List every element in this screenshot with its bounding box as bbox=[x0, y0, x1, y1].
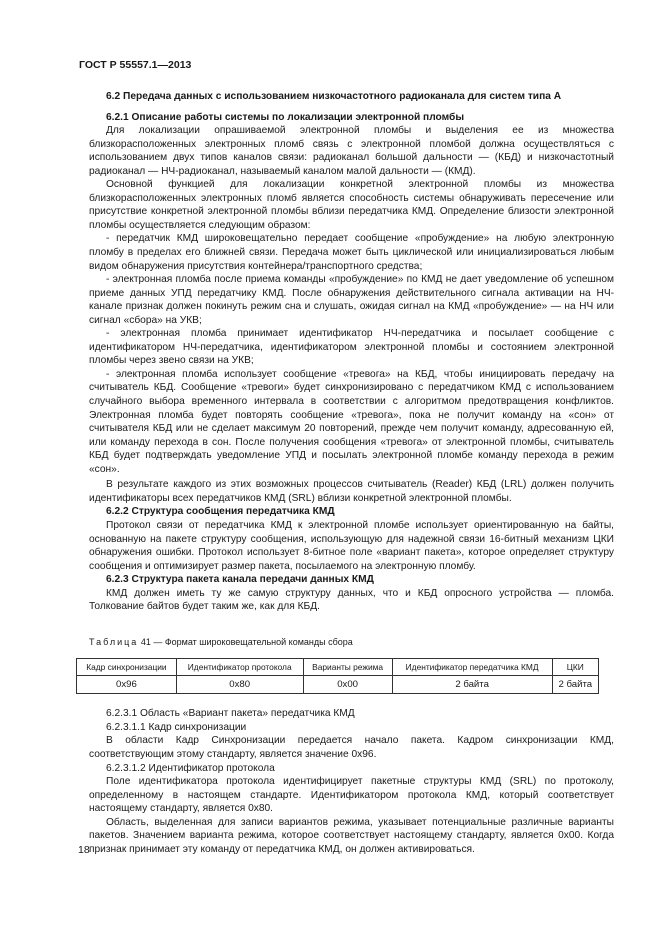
table-header-cell: ЦКИ bbox=[552, 659, 598, 676]
table-header-cell: Идентификатор протокола bbox=[176, 659, 303, 676]
table-row bbox=[77, 676, 599, 694]
list-item: - передатчик КМД широковещательно передает сообщение «пробуждение» на любую электронную пломбу в пределах его ближней связи. Передача может быть циклической или инициализироваться любым видом обнаружения присутствия контейнера/транспортного средства; bbox=[89, 233, 614, 272]
table-header-cell: Идентификатор передатчика КМД bbox=[392, 659, 552, 676]
clause-title: 6.2.3.1 Область «Вариант пакета» передатчика КМД bbox=[106, 708, 355, 720]
list-item: - электронная пломба использует сообщение «тревога» на КБД, чтобы инициировать передачу на считыватель КБД. Сообщение «тревоги» будет синхронизировано с передатчиком КМД с использованием случайного выбора временного интервала в соответствии с алгоритмом предотвращения конфликтов. Электронная пломба будет повторять сообщение «тревога», пока не получит команду на «сон» от считывателя КБД или не сделает максимум 20 повторений, прежде чем получит команду, адресованную ей, или команду перехода в сон. После получения сообщения «тревога» от электронной пломбы, считыватель КБД будет подтверждать уведомление УПД и посылать электронной пломбе команду перехода в режим «сон». bbox=[89, 368, 614, 475]
paragraph: Основной функцией для локализации конкретной электронной пломбы из множества близкорасположенных электронных пломб является способность системы обнаруживать пересечение или присутствие конкретной электронной пломбы вблизи передатчика КМД. Определение близости электронной пломбы осуществляется следующим образом: bbox=[89, 179, 614, 231]
subsection-title: 6.2.3 Структура пакета канала передачи данных КМД bbox=[106, 574, 374, 586]
paragraph: Протокол связи от передатчика КМД к электронной пломбе использует ориентированную на байты, основанную на пакете структуру сообщения, использующую для надежной связи 16-битный механизм ЦКИ обнаружения ошибки. Протокол использует 8-битное поле «вариант пакета», которое определяет структуру сообщения и оптимизирует размер пакета, посылаемого на электронную пломбу. bbox=[89, 519, 614, 572]
table-caption-text: 41 — Формат широковещательной команды сбора bbox=[140, 636, 353, 647]
list-item: - электронная пломба принимает идентификатор НЧ-передатчика и посылает сообщение с идентификатором НЧ-передатчика, идентификатором электронной пломбы и состоянием электронной пломбы через звено связи на УКВ; bbox=[89, 328, 614, 367]
clause-title: 6.2.3.1.2 Идентификатор протокола bbox=[106, 762, 275, 774]
list-item: - электронная пломба после приема команды «пробуждение» по КМД не дает уведомление об успешном приеме данных УПД передатчику КМД. После обнаружения действительного сигнала активации на НЧ-канале признак должен покинуть режим сна и слушать, ожидая сигнал на КМД «пробуждение» — на НЧ или сигнал «сбора» на УКВ; bbox=[89, 274, 614, 326]
table-header-row bbox=[77, 659, 599, 676]
paragraph: КМД должен иметь ту же самую структуру данных, что и КБД опросного устройства — пломба. Толкование байтов будет таким же, как для КБД. bbox=[89, 587, 614, 613]
broadcast-command-table bbox=[76, 658, 599, 694]
table-cell: 0x80 bbox=[176, 676, 303, 694]
page-number: 18 bbox=[78, 844, 90, 856]
section-title: 6.2 Передача данных с использованием низкочастотного радиоканала для систем типа А bbox=[106, 91, 562, 102]
paragraph: Поле идентификатора протокола идентифицирует пакетные структуры КМД (SRL) по протоколу, определенному в настоящем стандарте. Идентификатором протокола КМД, который соответствует настоящему стандарту, является 0x80. bbox=[89, 776, 614, 815]
table-cell: 2 байта bbox=[392, 676, 552, 694]
standard-header: ГОСТ Р 55557.1—2013 bbox=[79, 59, 192, 71]
table-cell: 0x00 bbox=[303, 676, 392, 694]
paragraph: Для локализации опрашиваемой электронной пломбы и выделения ее из множества близкорасположенных электронных пломб связь с электронной пломбой должна осуществляться с использованием двух типов каналов связи: радиоканал большой дальности — (КБД) и низкочастотный радиоканал — НЧ-радиоканал, называемый каналом малой дальности — (КМД). bbox=[89, 125, 614, 177]
table-cell: 2 байта bbox=[552, 676, 598, 694]
table-header-cell: Кадр синхронизации bbox=[77, 659, 177, 676]
table-caption-label: Таблица bbox=[89, 636, 139, 647]
table-cell: 0x96 bbox=[77, 676, 177, 694]
table-caption bbox=[89, 636, 614, 650]
paragraph: В области Кадр Синхронизации передается начало пакета. Кадром синхронизации КМД, соответствующим этому стандарту, является значение 0x96. bbox=[89, 735, 614, 760]
clause-title: 6.2.3.1.1 Кадр синхронизации bbox=[106, 721, 247, 733]
page-content bbox=[86, 90, 614, 856]
subsection-title: 6.2.1 Описание работы системы по локализации электронной пломбы bbox=[106, 111, 465, 123]
subsection-title: 6.2.2 Структура сообщения передатчика КМД bbox=[106, 506, 335, 518]
paragraph: В результате каждого из этих возможных процессов считыватель (Reader) КБД (LRL) должен получить идентификаторы всех передатчиков КМД (SRL) вблизи конкретной электронной пломбы. bbox=[89, 479, 614, 504]
paragraph: Область, выделенная для записи вариантов режима, указывает потенциальные различные варианты пакетов. Значением варианта режима, которое соответствует настоящему стандарту, является 0x00. Когда признак принимает эту команду от передатчика КМД, он должен активироваться. bbox=[89, 816, 614, 855]
table-header-cell: Варианты режима bbox=[303, 659, 392, 676]
